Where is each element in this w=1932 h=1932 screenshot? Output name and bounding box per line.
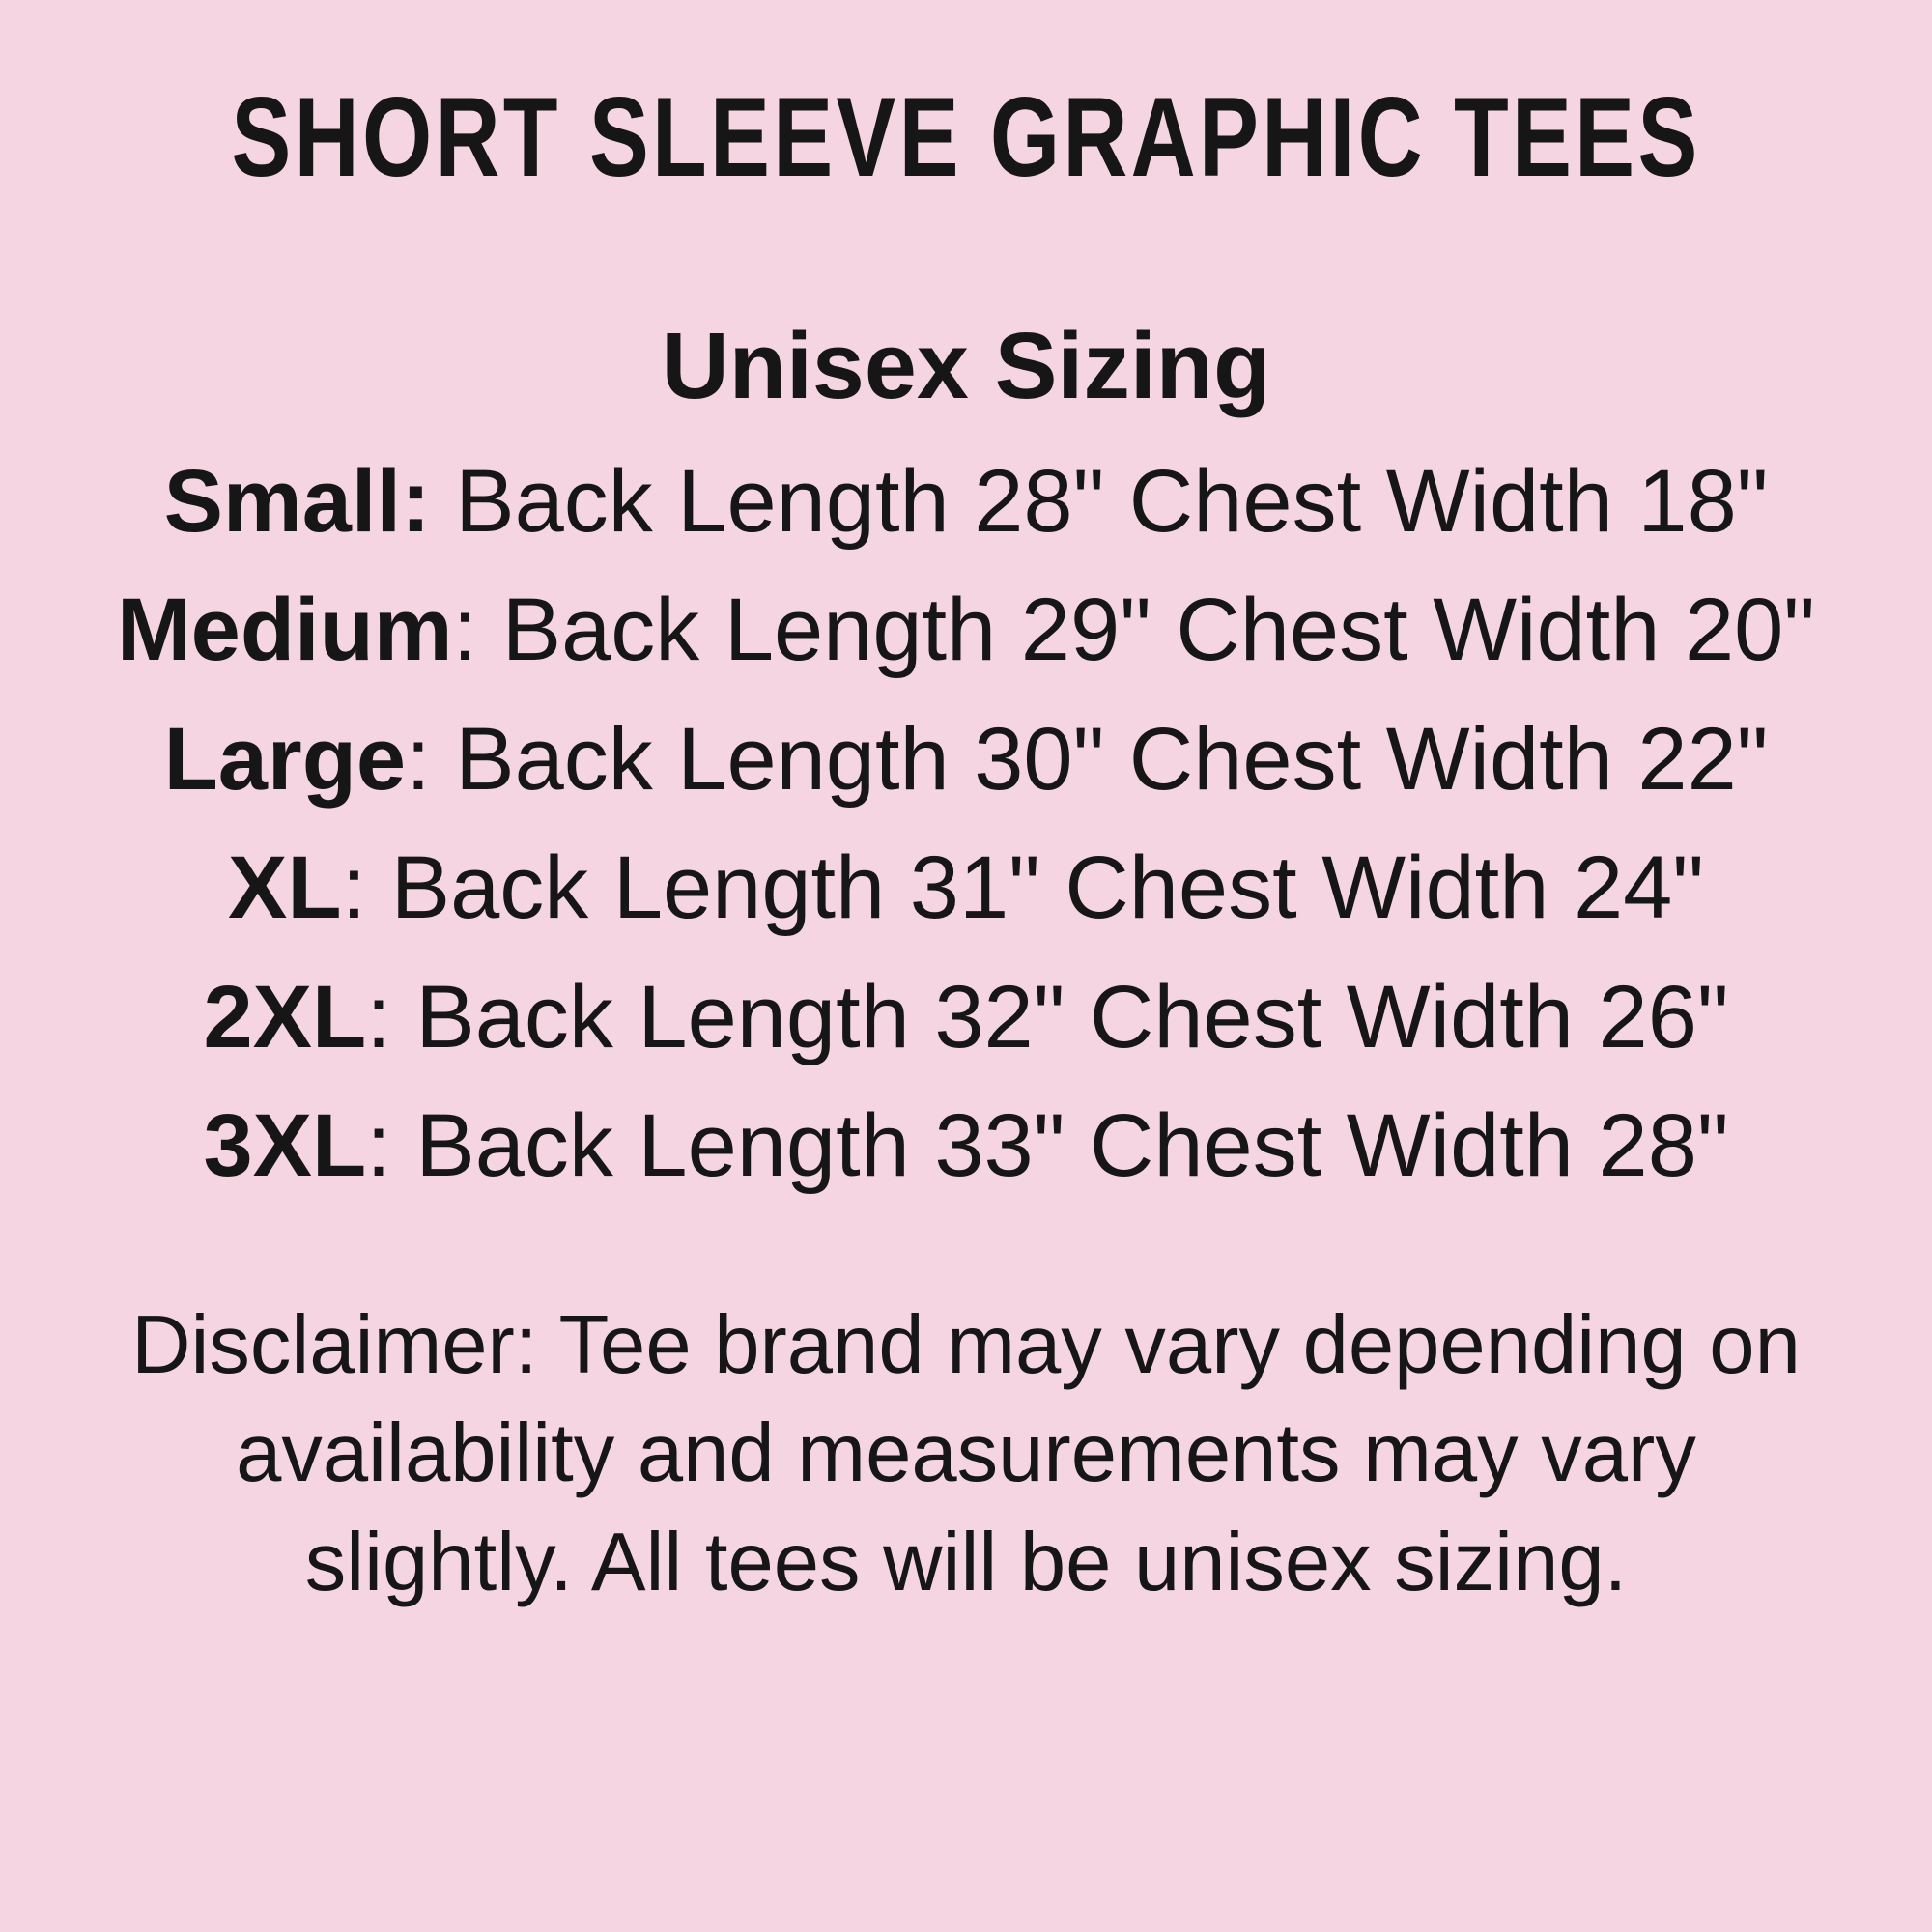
size-measurements: : Back Length 29" Chest Width 20"	[452, 581, 1815, 680]
size-label: XL	[228, 838, 342, 938]
size-measurements: : Back Length 31" Chest Width 24"	[341, 838, 1704, 938]
size-label: 3XL	[203, 1095, 367, 1195]
sizing-heading: Unisex Sizing	[661, 313, 1271, 418]
size-measurements: : Back Length 30" Chest Width 22"	[406, 709, 1769, 809]
disclaimer	[0, 1292, 1932, 1617]
size-row-2xl	[0, 953, 1932, 1082]
size-measurements: : Back Length 32" Chest Width 26"	[366, 967, 1729, 1066]
disclaimer-line: availability and measurements may vary	[236, 1407, 1696, 1500]
size-rows	[0, 438, 1932, 1210]
size-label: Large	[163, 709, 407, 809]
size-row-medium	[0, 566, 1932, 695]
size-row-xl	[0, 824, 1932, 952]
size-row-3xl	[0, 1082, 1932, 1210]
size-row-small	[0, 438, 1932, 566]
size-label: Medium	[117, 581, 453, 680]
disclaimer-line: Disclaimer: Tee brand may vary depending on	[131, 1299, 1801, 1392]
page-title: SHORT SLEEVE GRAPHIC TEES	[231, 73, 1701, 200]
disclaimer-line: slightly. All tees will be unisex sizing.	[304, 1516, 1628, 1608]
size-label: Small:	[163, 451, 431, 551]
size-measurements: : Back Length 33" Chest Width 28"	[366, 1095, 1729, 1195]
size-label: 2XL	[203, 967, 367, 1066]
size-row-large	[0, 696, 1932, 824]
size-measurements: Back Length 28" Chest Width 18"	[430, 451, 1769, 551]
